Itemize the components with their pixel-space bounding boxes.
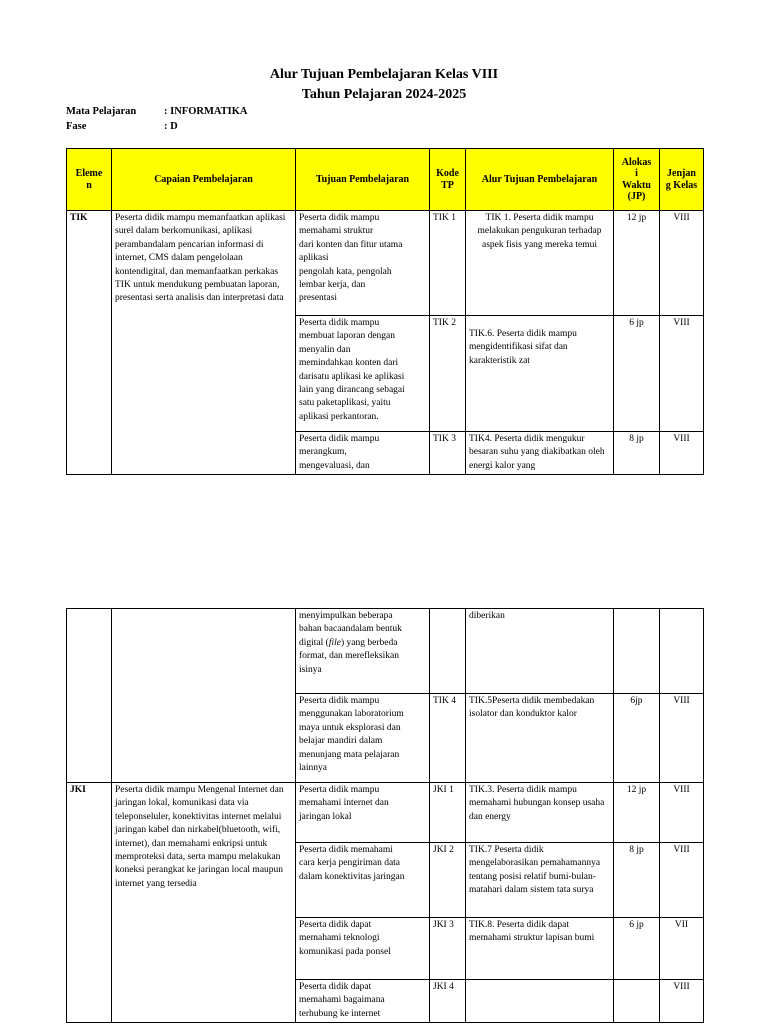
table-row-continued xyxy=(67,609,704,694)
alur-cell: TIK.6. Peserta didik mampu mengidentifikasi sifat dan karakteristik zat xyxy=(466,316,614,432)
kelas-cell: VIII xyxy=(660,783,704,843)
element-cell-jki: JKI xyxy=(67,783,112,1023)
kode-cell: TIK 1 xyxy=(430,211,466,316)
phase-value: : D xyxy=(164,121,178,132)
alur-cell: TIK.5Peserta didik membedakan isolator dan konduktor kalor xyxy=(466,694,614,783)
table-header-row xyxy=(67,149,704,211)
kode-cell: TIK 2 xyxy=(430,316,466,432)
tujuan-cont-rest: ) yang berbeda format, dan merefleksikan isinya xyxy=(299,637,399,675)
kode-cell: TIK 4 xyxy=(430,694,466,783)
col-header-alur: Alur Tujuan Pembelajaran xyxy=(466,149,614,211)
kode-cell-empty xyxy=(430,609,466,694)
table-row xyxy=(67,211,704,316)
tujuan-cell: Peserta didik mampu menggunakan laboratorium maya untuk eksplorasi dan belajar mandiri dalam menunjang mata pelajaran lainnya xyxy=(296,694,430,783)
tujuan-cont-text: menyimpulkan beberapa bahan bacaandalam bentuk digital ( xyxy=(299,611,402,648)
alokasi-cell: 12 jp xyxy=(614,783,660,843)
col-header-element: Eleme n xyxy=(67,149,112,211)
document-subtitle: Tahun Pelajaran 2024-2025 xyxy=(301,87,467,102)
kelas-cell: VIII xyxy=(660,211,704,316)
subject-value: : INFORMATIKA xyxy=(164,106,248,117)
col-header-kode: Kode TP xyxy=(430,149,466,211)
kelas-cell: VIII xyxy=(660,843,704,918)
tujuan-cell: Peserta didik mampu merangkum, mengevaluasi, dan xyxy=(296,432,430,475)
element-cell-empty xyxy=(67,609,112,783)
alokasi-cell: 8 jp xyxy=(614,432,660,475)
alur-cell: TIK.3. Peserta didik mampu memahami hubungan konsep usaha dan energy xyxy=(466,783,614,843)
document-title: Alur Tujuan Pembelajaran Kelas VIII xyxy=(269,67,499,82)
alur-cell xyxy=(466,980,614,1023)
kelas-cell-empty xyxy=(660,609,704,694)
learning-path-table-page2 xyxy=(66,608,704,1023)
alokasi-cell xyxy=(614,980,660,1023)
alokasi-cell: 8 jp xyxy=(614,843,660,918)
col-header-kelas: Jenjan g Kelas xyxy=(660,149,704,211)
phase-label: Fase xyxy=(66,121,87,132)
subject-row xyxy=(66,105,248,118)
tujuan-cell: Peserta didik dapat memahami teknologi komunikasi pada ponsel xyxy=(296,918,430,980)
learning-path-table-page1 xyxy=(66,148,704,475)
kode-cell: JKI 3 xyxy=(430,918,466,980)
alur-cell: diberikan xyxy=(466,609,614,694)
subject-label: Mata Pelajaran xyxy=(66,106,137,117)
alokasi-cell: 12 jp xyxy=(614,211,660,316)
capaian-cell-tik: Peserta didik mampu memanfaatkan aplikasi surel dalam berkomunikasi, aplikasi perambandalam pencarian informasi di internet, CMS dalam pengelolaan kontendigital, dan memanfaatkan perkakas TIK untuk mendukung pembuatan laporan, presentasi serta analisis dan interpretasi data xyxy=(112,211,296,475)
phase-row xyxy=(66,120,178,133)
tujuan-cell: Peserta didik mampu membuat laporan dengan menyalin dan memindahkan konten dari darisatu aplikasi ke aplikasi lain yang dirancang sebagai satu paketaplikasi, yaitu aplikasi perkantoran. xyxy=(296,316,430,432)
capaian-cell-empty xyxy=(112,609,296,783)
col-header-tujuan: Tujuan Pembelajaran xyxy=(296,149,430,211)
kelas-cell: VIII xyxy=(660,316,704,432)
kelas-cell: VII xyxy=(660,918,704,980)
element-cell-tik: TIK xyxy=(67,211,112,475)
kelas-cell: VIII xyxy=(660,694,704,783)
kelas-cell: VIII xyxy=(660,432,704,475)
tujuan-cont-file: file xyxy=(328,637,341,648)
table-row xyxy=(67,783,704,843)
kode-cell: JKI 2 xyxy=(430,843,466,918)
kode-cell: TIK 3 xyxy=(430,432,466,475)
kode-cell: JKI 4 xyxy=(430,980,466,1023)
alur-cell: TIK4. Peserta didik mengukur besaran suhu yang diakibatkan oleh energi kalor yang xyxy=(466,432,614,475)
alokasi-cell: 6 jp xyxy=(614,316,660,432)
alur-cell: TIK.8. Peserta didik dapat memahami struktur lapisan bumi xyxy=(466,918,614,980)
alur-cell: TIK 1. Peserta didik mampu melakukan pengukuran terhadap aspek fisis yang mereka temui xyxy=(466,211,614,316)
col-header-capaian: Capaian Pembelajaran xyxy=(112,149,296,211)
tujuan-cell: Peserta didik memahami cara kerja pengiriman data dalam konektivitas jaringan xyxy=(296,843,430,918)
alur-cell: TIK.7 Peserta didik mengelaborasikan pemahamannya tentang posisi relatif bumi-bulan-matahari dalam sistem tata surya xyxy=(466,843,614,918)
col-header-alokasi: Alokas i Waktu (JP) xyxy=(614,149,660,211)
alokasi-cell: 6jp xyxy=(614,694,660,783)
kelas-cell: VIII xyxy=(660,980,704,1023)
capaian-cell-jki: Peserta didik mampu Mengenal Internet dan jaringan lokal, komunikasi data via teleponseluler, konektivitas internet melalui jaringan kabel dan nirkabel(bluetooth, wifi, internet), dan memahami enkripsi untuk memproteksi data, serta mampu melakukan koneksi perangkat ke jaringan local maupun internet yang tersedia xyxy=(112,783,296,1023)
kode-cell: JKI 1 xyxy=(430,783,466,843)
alokasi-cell-empty xyxy=(614,609,660,694)
tujuan-cell: Peserta didik mampu memahami internet dan jaringan lokal xyxy=(296,783,430,843)
tujuan-cell: Peserta didik mampu memahami struktur dari konten dan fitur utama aplikasi pengolah kata, pengolah lembar kerja, dan presentasi xyxy=(296,211,430,316)
alokasi-cell: 6 jp xyxy=(614,918,660,980)
tujuan-cell: Peserta didik dapat memahami bagaimana terhubung ke internet xyxy=(296,980,430,1023)
tujuan-cell xyxy=(296,609,430,694)
